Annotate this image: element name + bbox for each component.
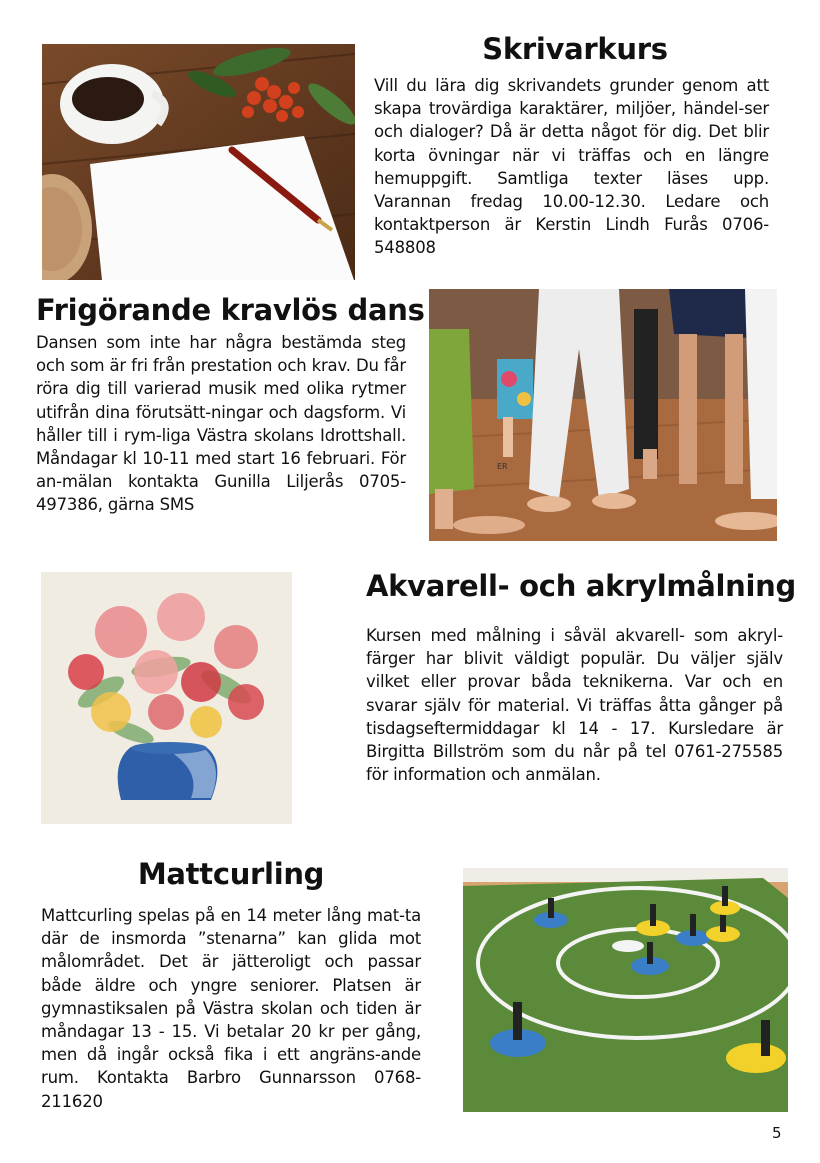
section-title-dance: Frigörande kravlös dans xyxy=(36,293,425,327)
section-title-curling: Mattcurling xyxy=(137,857,325,891)
section-body-curling: Mattcurling spelas på en 14 meter lång mat-ta där de insmorda ”stenarna” kan glida mot målområdet. Det är jätteroligt och passar både äldre och yngre seniorer. Platsen är gymnastiksalen på Västra skolan och tiden är måndagar 13 - 15. Vi betalar 20 kr per gång, men då ingår också fika i ett angräns-ande rum. Kontakta Barbro Gunnarsson 0768-211620 xyxy=(41,906,421,1111)
section-body-painting: Kursen med målning i såväl akvarell- som akryl-färger har blivit väldigt populär. Du väljer själv vilket eller provar båda teknikerna. Var och en svarar själv för material. Vi träffas åtta gånger på tisdagseftermiddagar kl 14 - 17. Kursledare är Birgitta Billström som du når på tel 0761-275585 för information och anmälan. xyxy=(366,626,783,785)
curling-photo xyxy=(463,868,788,1112)
section-body-writing: Vill du lära dig skrivandets grunder genom att skapa trovärdiga karaktärer, miljöer, händel-ser och dialoger? Då är detta något för dig. Det blir korta övningar när vi träffas och en längre hemuppgift. Samtliga texter läses upp. Varannan fredag 10.00-12.30. Ledare och kontaktperson är Kerstin Lindh Furås 0706-548808 xyxy=(374,76,769,258)
section-title-painting: Akvarell- och akrylmålning xyxy=(366,569,796,603)
photo-corner-label: ER xyxy=(497,462,508,471)
page-number: 5 xyxy=(772,1124,782,1142)
section-body-dance: Dansen som inte har några bestämda steg och som är fri från prestation och krav. Du får röra dig till varierad musik med olika rytmer utifrån dina förutsätt-ningar och dagsform. Vi håller till i rym-liga Västra skolans Idrottshall. Måndagar kl 10-11 med start 16 februari. För an-mälan kontakta Gunilla Liljerås 0705-497386, gärna SMS xyxy=(36,333,406,515)
watercolor-photo xyxy=(41,572,292,824)
dance-photo xyxy=(429,289,777,541)
writing-photo xyxy=(42,44,355,280)
section-title-writing: Skrivarkurs xyxy=(482,32,668,66)
